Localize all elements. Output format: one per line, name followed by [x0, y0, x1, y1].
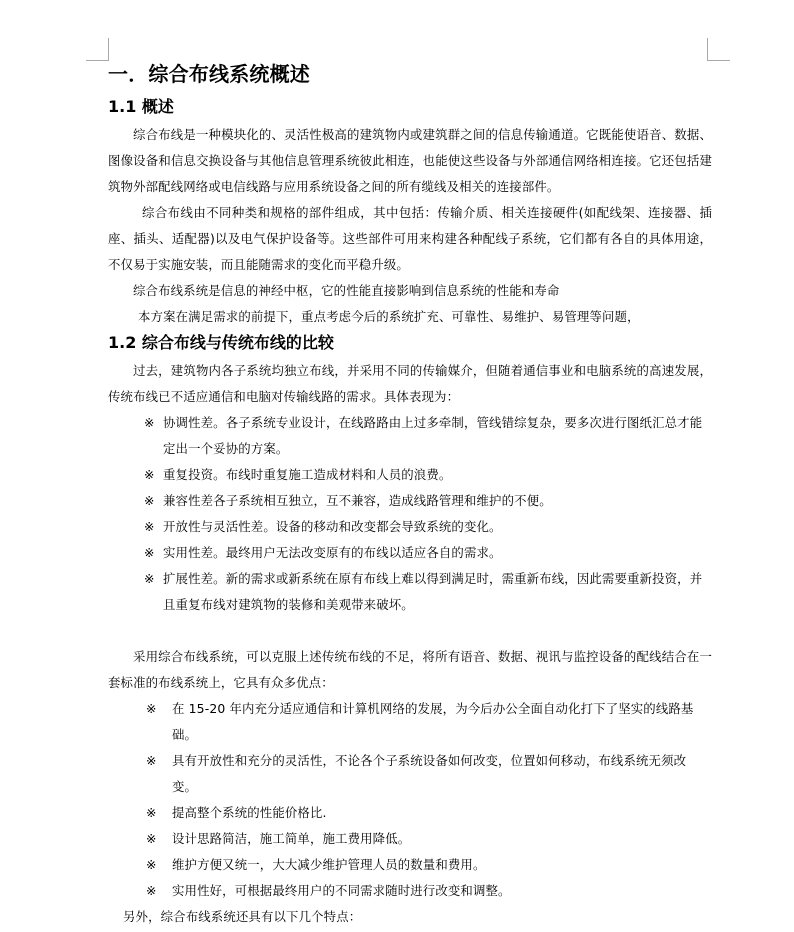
paragraph-closing: 另外，综合布线系统还具有以下几个特点： [123, 909, 362, 924]
bullet-mark: ※ [146, 831, 157, 846]
document-page [108, 60, 712, 930]
heading-1-1: 1.1 概述 [108, 97, 174, 116]
paragraph-overview-3: 综合布线系统是信息的神经中枢，它的性能直接影响到信息系统的性能和寿命 [133, 283, 560, 298]
paragraph-comparison-intro: 过去，建筑物内各子系统均独立布线，并采用不同的传输媒介，但随着通信事业和电脑系统的高速发展，传统布线已不适应通信和电脑对传输线路的需求。具体表现为： [108, 363, 712, 404]
bullet-mark: ※ [146, 883, 157, 898]
list-item: ※ 兼容性差各子系统相互独立，互不兼容，造成线路管理和维护的不便。 [108, 488, 712, 514]
list-item: ※ 实用性好，可根据最终用户的不同需求随时进行改变和调整。 [108, 878, 712, 904]
paragraph-overview-1: 综合布线是一种模块化的、灵活性极高的建筑物内或建筑群之间的信息传输通道。它既能使语音、数据、图像设备和信息交换设备与其他信息管理系统彼此相连，也能使这些设备与外部通信网络相连接。它还包括建筑物外部配线网络或电信线路与应用系统设备之间的所有缆线及相关的连接部件。 [108, 127, 712, 194]
advantages-list [108, 696, 712, 904]
list-item: ※ 实用性差。最终用户无法改变原有的布线以适应各自的需求。 [108, 540, 712, 566]
bullet-mark: ※ [144, 519, 155, 534]
bullet-mark: ※ [146, 857, 157, 872]
bullet-mark: ※ [144, 467, 155, 482]
list-item: ※ 提高整个系统的性能价格比. [108, 800, 712, 826]
list-item: ※ 具有开放性和充分的灵活性，不论各个子系统设备如何改变，位置如何移动，布线系统无须改变。 [108, 748, 712, 800]
bullet-mark: ※ [144, 415, 155, 430]
heading-1-2: 1.2 综合布线与传统布线的比较 [108, 333, 334, 352]
paragraph-overview-2: 综合布线由不同种类和规格的部件组成，其中包括：传输介质、相关连接硬件(如配线架、连接器、插座、插头、适配器)以及电气保护设备等。这些部件可用来构建各种配线子系统，它们都有各自的具体用途，不仅易于实施安装，而且能随需求的变化而平稳升级。 [108, 205, 712, 272]
paragraph-advantages-intro: 采用综合布线系统，可以克服上述传统布线的不足，将所有语音、数据、视讯与监控设备的配线结合在一套标准的布线系统上，它具有众多优点： [108, 649, 712, 690]
list-item: ※ 维护方便又统一，大大减少维护管理人员的数量和费用。 [108, 852, 712, 878]
page-corner-mark-right [707, 38, 730, 61]
list-item: ※ 协调性差。各子系统专业设计，在线路路由上过多牵制，管线错综复杂，要多次进行图纸汇总才能定出一个妥协的方案。 [108, 410, 712, 462]
bullet-mark: ※ [144, 545, 155, 560]
blank-line [108, 618, 712, 644]
list-item: ※ 在 15-20 年内充分适应通信和计算机网络的发展，为今后办公全面自动化打下了坚实的线路基础。 [108, 696, 712, 748]
bullet-mark: ※ [146, 701, 157, 716]
traditional-drawbacks-list [108, 410, 712, 618]
list-item: ※ 开放性与灵活性差。设备的移动和改变都会导致系统的变化。 [108, 514, 712, 540]
list-item: ※ 扩展性差。新的需求或新系统在原有布线上难以得到满足时，需重新布线，因此需要重新投资，并且重复布线对建筑物的装修和美观带来破坏。 [108, 566, 712, 618]
paragraph-overview-4: 本方案在满足需求的前提下，重点考虑今后的系统扩充、可靠性、易维护、易管理等问题， [138, 309, 640, 324]
heading-1: 一．综合布线系统概述 [108, 62, 310, 86]
bullet-mark: ※ [144, 571, 155, 586]
list-item: ※ 重复投资。布线时重复施工造成材料和人员的浪费。 [108, 462, 712, 488]
page-corner-mark-left [86, 38, 109, 61]
bullet-mark: ※ [144, 493, 155, 508]
bullet-mark: ※ [146, 753, 157, 768]
list-item: ※ 设计思路简洁，施工简单，施工费用降低。 [108, 826, 712, 852]
bullet-mark: ※ [146, 805, 157, 820]
